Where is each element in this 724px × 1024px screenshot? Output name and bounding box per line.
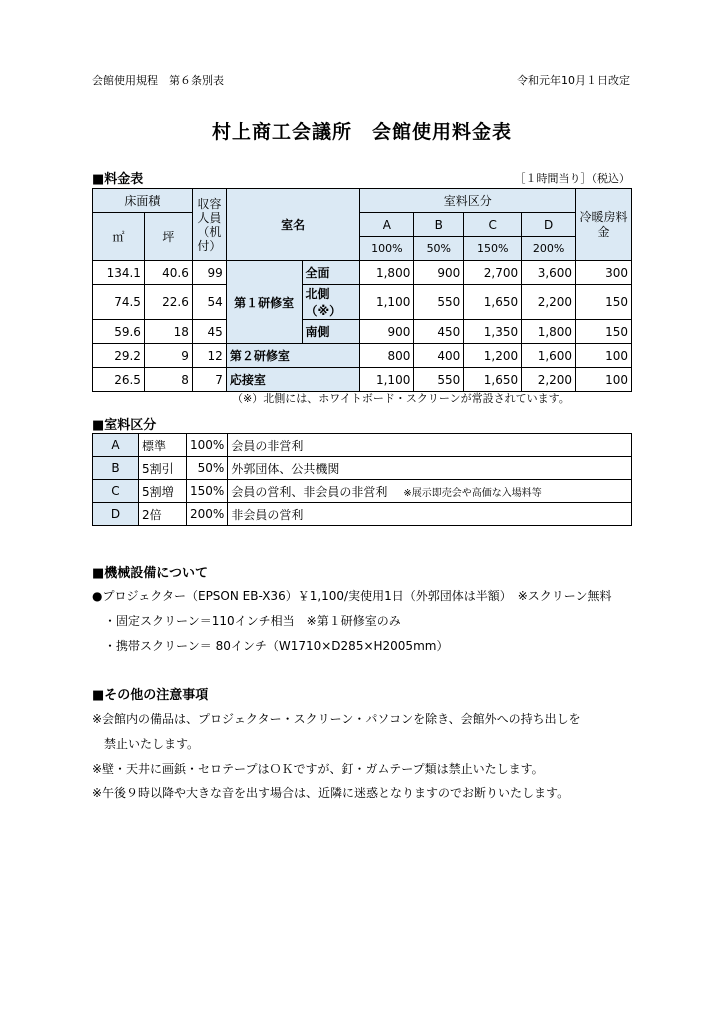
fee-b-cell: 400 bbox=[414, 344, 464, 368]
category-desc: 会員の非営利 bbox=[228, 434, 632, 457]
table-row bbox=[93, 320, 632, 344]
table-row bbox=[93, 368, 632, 392]
col-b: B bbox=[414, 213, 464, 237]
subroom-cell: 北側（※） bbox=[302, 285, 360, 320]
sqm-cell: 29.2 bbox=[93, 344, 145, 368]
fee-d-cell: 1,800 bbox=[522, 320, 576, 344]
fee-b-cell: 550 bbox=[414, 368, 464, 392]
fee-d-cell: 2,200 bbox=[522, 285, 576, 320]
pct-c: 150% bbox=[464, 237, 522, 261]
category-code: A bbox=[93, 434, 139, 457]
price-table bbox=[92, 188, 632, 392]
ac-fee-cell: 150 bbox=[576, 320, 632, 344]
table-row bbox=[93, 434, 632, 457]
capacity-cell: 54 bbox=[192, 285, 226, 320]
fee-a-cell: 800 bbox=[360, 344, 414, 368]
col-d: D bbox=[522, 213, 576, 237]
category-pct: 150% bbox=[187, 480, 228, 503]
note-line: ※会館内の備品は、プロジェクター・スクリーン・パソコンを除き、会館外への持ち出しを bbox=[92, 712, 581, 726]
fee-a-cell: 1,100 bbox=[360, 285, 414, 320]
floor-area-header: 床面積 bbox=[93, 189, 193, 213]
table-row bbox=[93, 285, 632, 320]
category-extra: ※展示即売会や高価な入場料等 bbox=[403, 487, 542, 499]
category-desc: 外郭団体、公共機関 bbox=[228, 457, 632, 480]
note-line: ※壁・天井に画鋲・セロテープはＯＫですが、釘・ガムテープ類は禁止いたします。 bbox=[92, 762, 544, 776]
fee-a-cell: 1,800 bbox=[360, 261, 414, 285]
fee-d-cell: 2,200 bbox=[522, 368, 576, 392]
sqm-header: ㎡ bbox=[93, 213, 145, 261]
equipment-heading: ■機械設備について bbox=[92, 566, 209, 581]
col-c: C bbox=[464, 213, 522, 237]
table-row bbox=[93, 480, 632, 503]
col-a: A bbox=[360, 213, 414, 237]
fee-b-cell: 550 bbox=[414, 285, 464, 320]
price-heading: ■料金表 bbox=[92, 172, 144, 187]
tsubo-cell: 9 bbox=[144, 344, 192, 368]
projector-line: ●プロジェクター（EPSON EB-X36）￥1,100/実使用1日（外郭団体は半額） ※スクリーン無料 bbox=[92, 589, 612, 603]
tsubo-cell: 22.6 bbox=[144, 285, 192, 320]
pct-b: 50% bbox=[414, 237, 464, 261]
fee-c-cell: 2,700 bbox=[464, 261, 522, 285]
room-name-cell: 第２研修室 bbox=[226, 344, 360, 368]
fee-d-cell: 1,600 bbox=[522, 344, 576, 368]
subroom-cell: 全面 bbox=[302, 261, 360, 285]
category-kind: 標準 bbox=[139, 434, 187, 457]
ac-fee-header: 冷暖房料金 bbox=[576, 189, 632, 261]
category-desc: 非会員の営利 bbox=[228, 503, 632, 526]
sqm-cell: 26.5 bbox=[93, 368, 145, 392]
room-name-cell: 第１研修室 bbox=[226, 261, 302, 344]
ac-fee-cell: 100 bbox=[576, 368, 632, 392]
capacity-cell: 99 bbox=[192, 261, 226, 285]
fee-d-cell: 3,600 bbox=[522, 261, 576, 285]
room-header: 室名 bbox=[226, 189, 360, 261]
table-row bbox=[93, 344, 632, 368]
tsubo-cell: 40.6 bbox=[144, 261, 192, 285]
category-desc: 会員の営利、非会員の非営利 ※展示即売会や高価な入場料等 bbox=[228, 480, 632, 503]
category-kind: 5割増 bbox=[139, 480, 187, 503]
portable-screen-line: ・携帯スクリーン＝ 80インチ（W1710×D285×H2005mm） bbox=[104, 639, 449, 653]
category-kind: 2倍 bbox=[139, 503, 187, 526]
price-unit: ［１時間当り］（税込） bbox=[514, 172, 630, 185]
fee-c-cell: 1,650 bbox=[464, 368, 522, 392]
fee-b-cell: 900 bbox=[414, 261, 464, 285]
subroom-cell: 南側 bbox=[302, 320, 360, 344]
ac-fee-cell: 150 bbox=[576, 285, 632, 320]
category-code: B bbox=[93, 457, 139, 480]
fixed-screen-line: ・固定スクリーン＝110インチ相当 ※第１研修室のみ bbox=[104, 614, 401, 628]
price-footnote: （※）北側には、ホワイトボード・スクリーンが常設されています。 bbox=[232, 392, 570, 405]
pct-a: 100% bbox=[360, 237, 414, 261]
category-pct: 50% bbox=[187, 457, 228, 480]
regulation-ref: 会館使用規程 第６条別表 bbox=[92, 74, 224, 87]
category-table bbox=[92, 433, 632, 526]
capacity-cell: 45 bbox=[192, 320, 226, 344]
fee-c-cell: 1,350 bbox=[464, 320, 522, 344]
fee-c-cell: 1,650 bbox=[464, 285, 522, 320]
fee-c-cell: 1,200 bbox=[464, 344, 522, 368]
revision-date: 令和元年10月１日改定 bbox=[517, 74, 630, 87]
tsubo-header: 坪 bbox=[144, 213, 192, 261]
pct-d: 200% bbox=[522, 237, 576, 261]
fee-a-cell: 900 bbox=[360, 320, 414, 344]
table-row bbox=[93, 457, 632, 480]
category-heading: ■室料区分 bbox=[92, 418, 157, 433]
capacity-cell: 12 bbox=[192, 344, 226, 368]
sqm-cell: 59.6 bbox=[93, 320, 145, 344]
notes-heading: ■その他の注意事項 bbox=[92, 688, 209, 703]
tsubo-cell: 8 bbox=[144, 368, 192, 392]
ac-fee-cell: 300 bbox=[576, 261, 632, 285]
tsubo-cell: 18 bbox=[144, 320, 192, 344]
ac-fee-cell: 100 bbox=[576, 344, 632, 368]
fee-b-cell: 450 bbox=[414, 320, 464, 344]
table-row bbox=[93, 261, 632, 285]
fee-a-cell: 1,100 bbox=[360, 368, 414, 392]
category-pct: 200% bbox=[187, 503, 228, 526]
category-code: D bbox=[93, 503, 139, 526]
capacity-header: 収容人員（机付） bbox=[192, 189, 226, 261]
note-line: 禁止いたします。 bbox=[104, 737, 200, 751]
category-pct: 100% bbox=[187, 434, 228, 457]
sqm-cell: 134.1 bbox=[93, 261, 145, 285]
category-header: 室料区分 bbox=[360, 189, 576, 213]
page-title: 村上商工会議所 会館使用料金表 bbox=[211, 121, 512, 143]
category-code: C bbox=[93, 480, 139, 503]
note-line: ※午後９時以降や大きな音を出す場合は、近隣に迷惑となりますのでお断りいたします。 bbox=[92, 786, 570, 800]
capacity-cell: 7 bbox=[192, 368, 226, 392]
sqm-cell: 74.5 bbox=[93, 285, 145, 320]
room-name-cell: 応接室 bbox=[226, 368, 360, 392]
category-kind: 5割引 bbox=[139, 457, 187, 480]
table-row bbox=[93, 503, 632, 526]
